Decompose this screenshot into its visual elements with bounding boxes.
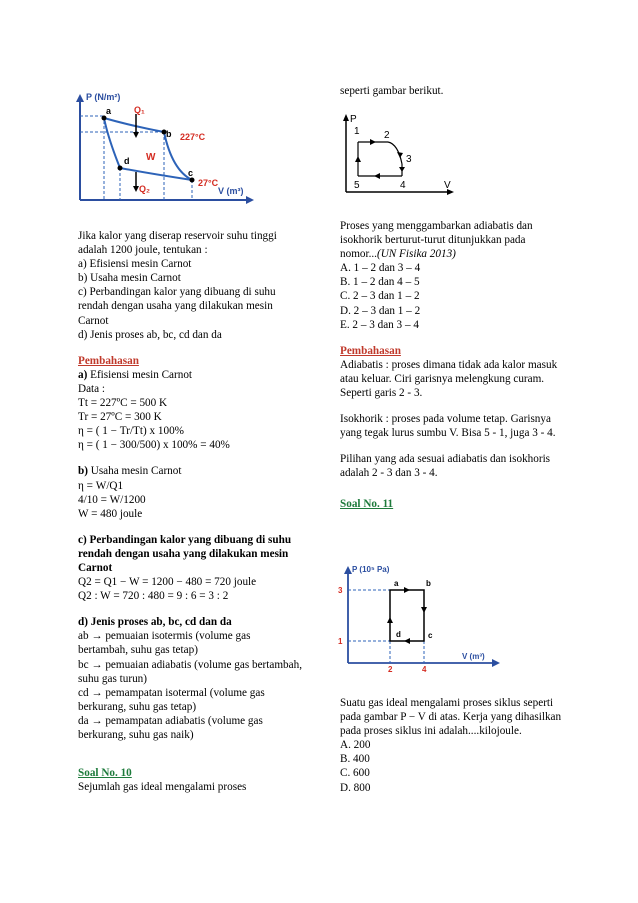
process-ab: ab → pemuaian isotermis (volume gas bertambah, suhu gas tetap) [78,630,251,657]
pembahasan-heading-right: Pembahasan [340,344,401,357]
fig1-point-d: d [124,156,130,166]
carnot-diagram [72,88,262,210]
option-c: C. 2 – 3 dan 1 – 2 [340,290,420,303]
soal-10-text: Sejumlah gas ideal mengalami proses [78,781,247,794]
process-da: da → pemampatan adiabatis (volume gas berkurang, suhu gas naik) [78,714,263,741]
question-b: b) Usaha mesin Carnot [78,272,181,285]
fig3-ytick-1: 1 [338,637,343,646]
answer-d-heading: d) Jenis proses ab, bc, cd dan da [78,616,232,629]
t-low-label: 27°C [198,178,219,188]
fig3-point-b: b [426,579,431,588]
answer-b-heading: b) Usaha mesin Carnot [78,465,182,478]
pembahasan-heading-left: Pembahasan [78,354,139,367]
answer-c-heading: c) Perbandingan kalor yang dibuang di suhu rendah dengan usaha yang dilakukan mesin Carnot [78,533,292,574]
tt-value: Tt = 227ºC = 500 K [78,397,168,410]
y-arrow [76,94,84,102]
answer-a-heading: a) Efisiensi mesin Carnot [78,368,193,381]
isokhorik-text: Isokhorik : proses pada volume tetap. Garisnya yang tegak lurus sumbu V. Bisa 5 - 1, juga 3 - 4. [340,413,556,440]
fig2-point-2: 2 [384,130,390,141]
right-column-bottom [340,696,565,795]
usaha-eq1: η = W/Q1 [78,479,124,492]
option-a: A. 1 – 2 dan 3 – 4 [340,262,421,275]
data-label: Data : [78,382,106,395]
fig3-x-label: V (m³) [462,652,485,661]
option-b: B. 1 – 2 dan 4 – 5 [340,276,420,289]
soal-11-heading: Soal No. 11 [340,497,394,510]
fig1-point-a: a [106,106,112,116]
fig2-y-label: P [350,114,357,125]
fig1-y-label: P (N/m²) [86,92,121,102]
fig3-xtick-2: 2 [388,665,393,673]
process-bc: bc → pemuaian adiabatis (volume gas bertambah, suhu gas turun) [78,658,302,685]
fig3-point-d: d [396,630,401,639]
question-d: d) Jenis proses ab, bc, cd dan da [78,328,222,341]
fig1-point-b: b [166,129,172,139]
pv-diagram-1-5 [340,112,460,198]
fig2-point-4: 4 [400,180,406,191]
option-d: D. 2 – 3 dan 1 – 2 [340,304,421,317]
right-column-top [340,84,565,98]
fig1-x-label: V (m³) [218,186,244,196]
eta-result: η = ( 1 − 300/500) x 100% = 40% [78,439,230,452]
fig2-x-label: V [444,180,451,191]
right-column [340,219,565,511]
fig3-ytick-3: 3 [338,586,343,595]
q2-eq: Q2 = Q1 − W = 1200 − 480 = 720 joule [78,576,257,589]
soal-11-option-d: D. 800 [340,781,371,794]
fig3-point-a: a [394,579,399,588]
left-column [78,229,303,794]
w-label: W [146,152,156,163]
process-cd: cd → pemampatan isotermal (volume gas berkurang, suhu gas tetap) [78,686,265,713]
soal-11-question: Suatu gas ideal mengalami proses siklus seperti pada gambar P − V di atas. Kerja yang dihasilkan pada proses siklus ini adalah....kilojoule. [340,697,562,738]
soal-10-heading: Soal No. 10 [78,767,132,780]
curve-ab [104,118,164,132]
soal-11-option-b: B. 400 [340,753,370,766]
ratio-eq: Q2 : W = 720 : 480 = 9 : 6 = 3 : 2 [78,590,229,603]
soal-10-continuation: seperti gambar berikut. [340,85,444,97]
question-c: c) Perbandingan kalor yang dibuang di suhu rendah dengan usaha yang dilakukan mesin Carnot [78,286,276,327]
t-high-label: 227°C [180,132,206,142]
eta-formula: η = ( 1 − Tr/Tt) x 100% [78,425,185,438]
q2-label: Q₂ [139,184,150,194]
adiabatis-text: Adiabatis : proses dimana tidak ada kalor masuk atau keluar. Ciri garisnya melengkung curam. Seperti garis 2 - 3. [340,358,558,400]
soal-11-option-a: A. 200 [340,739,371,752]
fig3-y-label: P (10⁵ Pa) [352,565,390,574]
curve-cd [120,168,192,180]
tr-value: Tr = 27ºC = 300 K [78,411,162,424]
fig2-point-5: 5 [354,180,360,191]
usaha-result: W = 480 joule [78,507,143,520]
fig3-xtick-4: 4 [422,665,427,673]
left-intro: Jika kalor yang diserap reservoir suhu tinggi adalah 1200 joule, tentukan : [78,230,277,257]
option-e: E. 2 – 3 dan 3 – 4 [340,318,419,331]
usaha-eq2: 4/10 = W/1200 [78,493,146,506]
pv-diagram-rectangle [338,563,506,673]
fig1-point-c: c [188,168,194,178]
fig3-point-c: c [428,631,433,640]
soal-10-question: Proses yang menggambarkan adiabatis dan isokhorik berturut-turut ditunjukkan pada nomor...(UN Fisika 2013) [340,220,533,261]
fig2-point-1: 1 [354,126,360,137]
curve-da [104,118,120,168]
soal-11-option-c: C. 600 [340,767,370,780]
q1-label: Q₁ [134,105,145,115]
fig2-point-3: 3 [406,154,412,165]
pilihan-text: Pilihan yang ada sesuai adiabatis dan isokhoris adalah 2 - 3 dan 3 - 4. [340,453,551,480]
x-arrow [246,196,254,204]
question-a: a) Efisiensi mesin Carnot [78,258,192,271]
